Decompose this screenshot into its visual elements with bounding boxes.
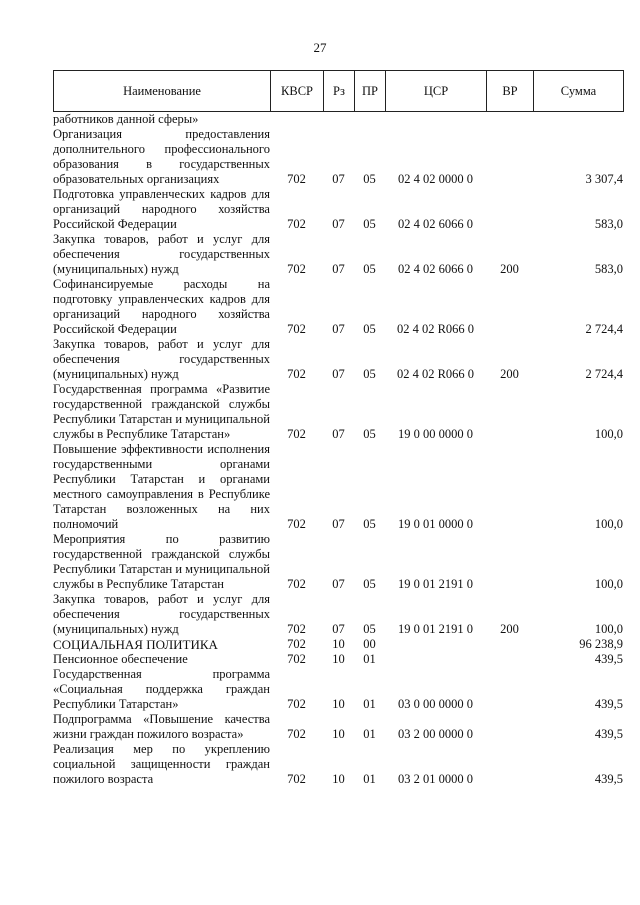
table-row (53, 337, 623, 382)
header-pr: ПР (355, 71, 386, 112)
row-kvsr: 702 (287, 262, 306, 276)
table-body (53, 112, 623, 787)
row-sum: 100,0 (594, 517, 623, 531)
row-pr: 01 (363, 727, 376, 741)
row-rz: 07 (332, 217, 345, 231)
header-name: Наименование (54, 71, 271, 112)
row-name: Подготовка управленческих кадров для организаций народного хозяйства Российской Федерации (53, 187, 270, 231)
row-name: Повышение эффективности исполнения государственными органами Республики Татарстан и органами местного самоуправления в Республике Татарстан возложенных на них полномочий (53, 442, 270, 531)
row-rz: 07 (332, 517, 345, 531)
row-name: Государственная программа «Развитие государственной гражданской службы Республики Татарстан и муниципальной службы в Республике Татарстан» (53, 382, 270, 441)
row-csr: 02 4 02 0000 0 (398, 172, 473, 186)
row-pr: 05 (363, 427, 376, 441)
row-csr: 19 0 00 0000 0 (398, 427, 473, 441)
row-name: Реализация мер по укреплению социальной защищенности граждан пожилого возраста (53, 742, 270, 786)
row-rz: 10 (332, 772, 345, 786)
row-rz: 07 (332, 427, 345, 441)
table-row (53, 637, 623, 652)
row-name: работников данной сферы» (53, 112, 199, 126)
table-header (53, 70, 624, 112)
row-name: Софинансируемые расходы на подготовку управленческих кадров для организаций народного хозяйства Российской Федерации (53, 277, 270, 336)
row-csr: 02 4 02 R066 0 (396, 322, 475, 336)
row-csr: 03 0 00 0000 0 (398, 697, 473, 711)
row-sum: 2 724,4 (585, 367, 623, 381)
row-pr: 05 (363, 622, 376, 636)
header-rz: Рз (324, 71, 355, 112)
table-row (53, 187, 623, 232)
row-kvsr: 702 (287, 517, 306, 531)
row-name: Государственная программа «Социальная поддержка граждан Республики Татарстан» (53, 667, 270, 711)
row-csr: 02 4 02 6066 0 (398, 262, 473, 276)
row-kvsr: 702 (287, 637, 306, 651)
row-kvsr: 702 (287, 697, 306, 711)
row-sum: 96 238,9 (579, 637, 623, 651)
header-vr: ВР (487, 71, 534, 112)
row-pr: 00 (363, 637, 376, 651)
header-kvsr: КВСР (271, 71, 324, 112)
row-rz: 07 (332, 622, 345, 636)
row-name: Закупка товаров, работ и услуг для обеспечения государственных (муниципальных) нужд (53, 232, 270, 276)
row-sum: 3 307,4 (585, 172, 623, 186)
row-sum: 439,5 (594, 772, 623, 786)
row-sum: 2 724,4 (585, 322, 623, 336)
row-csr: 19 0 01 2191 0 (398, 577, 473, 591)
table-row (53, 532, 623, 592)
header-sum: Сумма (534, 71, 624, 112)
row-sum: 439,5 (594, 727, 623, 741)
row-pr: 05 (363, 517, 376, 531)
row-pr: 05 (363, 577, 376, 591)
table-row (53, 382, 623, 442)
row-csr: 19 0 01 0000 0 (398, 517, 473, 531)
row-rz: 10 (332, 697, 345, 711)
row-csr: 03 2 01 0000 0 (398, 772, 473, 786)
row-name: Мероприятия по развитию государственной гражданской службы Республики Татарстан и муниципальной службы в Республике Татарстан (53, 532, 270, 591)
row-kvsr: 702 (287, 172, 306, 186)
row-name: Закупка товаров, работ и услуг для обеспечения государственных (муниципальных) нужд (53, 337, 270, 381)
row-pr: 05 (363, 322, 376, 336)
row-csr: 03 2 00 0000 0 (398, 727, 473, 741)
row-name: СОЦИАЛЬНАЯ ПОЛИТИКА (53, 637, 218, 652)
row-kvsr: 702 (287, 652, 306, 666)
row-name: Пенсионное обеспечение (53, 652, 188, 666)
table-row (53, 442, 623, 532)
row-name: Подпрограмма «Повышение качества жизни граждан пожилого возраста» (53, 712, 270, 741)
row-rz: 10 (332, 637, 345, 651)
row-rz: 10 (332, 727, 345, 741)
row-name: Организация предоставления дополнительного профессионального образования в государственных образовательных организациях (53, 127, 270, 186)
row-vr: 200 (500, 367, 519, 381)
row-vr: 200 (500, 622, 519, 636)
row-sum: 100,0 (594, 427, 623, 441)
table-row (53, 652, 623, 667)
row-pr: 01 (363, 652, 376, 666)
row-pr: 05 (363, 172, 376, 186)
row-rz: 07 (332, 577, 345, 591)
row-kvsr: 702 (287, 367, 306, 381)
row-kvsr: 702 (287, 577, 306, 591)
row-pr: 01 (363, 772, 376, 786)
table-row (53, 712, 623, 742)
row-pr: 05 (363, 262, 376, 276)
row-sum: 439,5 (594, 652, 623, 666)
table-row (53, 232, 623, 277)
row-csr: 19 0 01 2191 0 (398, 622, 473, 636)
row-sum: 439,5 (594, 697, 623, 711)
row-kvsr: 702 (287, 217, 306, 231)
row-sum: 100,0 (594, 577, 623, 591)
row-rz: 07 (332, 322, 345, 336)
row-rz: 07 (332, 262, 345, 276)
row-vr: 200 (500, 262, 519, 276)
row-kvsr: 702 (287, 727, 306, 741)
row-sum: 583,0 (594, 262, 623, 276)
table-row (53, 742, 623, 787)
row-rz: 07 (332, 367, 345, 381)
row-sum: 100,0 (594, 622, 623, 636)
row-name: Закупка товаров, работ и услуг для обеспечения государственных (муниципальных) нужд (53, 592, 270, 636)
row-kvsr: 702 (287, 427, 306, 441)
row-pr: 01 (363, 697, 376, 711)
table-row (53, 277, 623, 337)
row-kvsr: 702 (287, 622, 306, 636)
row-csr: 02 4 02 R066 0 (396, 367, 475, 381)
row-sum: 583,0 (594, 217, 623, 231)
row-kvsr: 702 (287, 322, 306, 336)
row-rz: 10 (332, 652, 345, 666)
row-pr: 05 (363, 367, 376, 381)
row-kvsr: 702 (287, 772, 306, 786)
table-row (53, 667, 623, 712)
table-row (53, 112, 623, 127)
row-pr: 05 (363, 217, 376, 231)
header-csr: ЦСР (386, 71, 487, 112)
table-row (53, 592, 623, 637)
page-number: 27 (313, 40, 327, 55)
row-csr: 02 4 02 6066 0 (398, 217, 473, 231)
table-row (53, 127, 623, 187)
row-rz: 07 (332, 172, 345, 186)
